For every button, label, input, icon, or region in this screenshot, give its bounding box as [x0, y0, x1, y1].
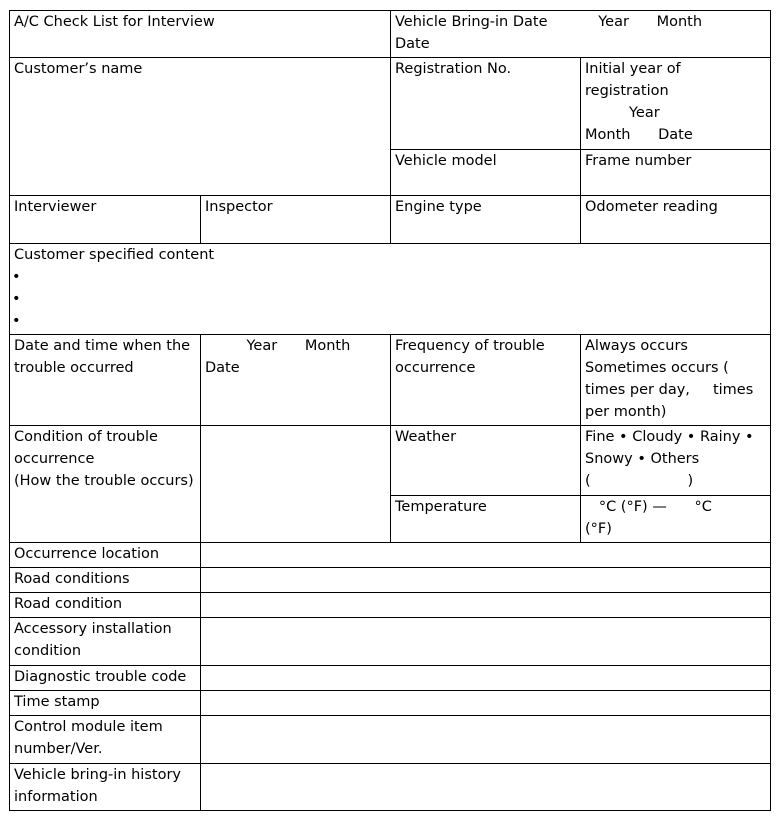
condition-label [10, 426, 201, 543]
frequency-label: Frequency of trouble occurrence [391, 335, 581, 426]
temperature-label: Temperature [391, 496, 581, 543]
road-conditions-label: Road conditions [10, 568, 201, 593]
road-condition-label: Road condition [10, 593, 201, 618]
customer-specified-content-label: Customer specified content [14, 247, 215, 263]
bring-in-date-label: Vehicle Bring-in Date [395, 14, 548, 30]
temperature-field[interactable] [581, 496, 771, 543]
form-title: A/C Check List for Interview [10, 11, 391, 58]
weather-options[interactable]: Fine • Cloudy • Rainy • Snowy • Others [585, 429, 754, 467]
condition-label-sub: (How the trouble occurs) [14, 473, 194, 489]
occurrence-location-label: Occurrence location [10, 543, 201, 568]
accessory-installation-label: Accessory installation condition [10, 618, 201, 666]
per-month-label: per month) [585, 404, 667, 420]
weather-open-paren: ( [585, 473, 591, 489]
initial-year-field[interactable] [581, 58, 771, 150]
times-per-day-label: times per day, [585, 382, 690, 398]
diagnostic-trouble-code-label: Diagnostic trouble code [10, 666, 201, 691]
accessory-installation-field[interactable] [201, 618, 771, 666]
time-stamp-field[interactable] [201, 691, 771, 716]
trouble-date-label: Date [205, 360, 240, 376]
bullet-item [12, 288, 767, 310]
frequency-options-field[interactable] [581, 335, 771, 426]
customer-specified-content-field[interactable] [10, 244, 771, 335]
vehicle-model-field[interactable]: Vehicle model [391, 150, 581, 196]
bullet-item [12, 266, 767, 288]
bullet-item [12, 310, 767, 332]
customer-name-field[interactable]: Customer’s name [10, 58, 391, 196]
interviewer-field[interactable]: Interviewer [10, 196, 201, 244]
weather-close-paren: ) [687, 473, 694, 489]
temperature-value: °C (°F) — [598, 499, 667, 515]
inspector-field[interactable]: Inspector [201, 196, 391, 244]
registration-no-field[interactable]: Registration No. [391, 58, 581, 150]
control-module-item-label: Control module item number/Ver. [10, 716, 201, 764]
diagnostic-trouble-code-field[interactable] [201, 666, 771, 691]
vehicle-bring-in-history-field[interactable] [201, 764, 771, 811]
time-stamp-label: Time stamp [10, 691, 201, 716]
trouble-year-label: Year [246, 338, 278, 354]
initial-year-month-label: Month [585, 127, 631, 143]
temperature-value-3: (°F) [585, 521, 612, 537]
date-time-trouble-label: Date and time when the trouble occurred [10, 335, 201, 426]
initial-year-label: Initial year of registration [585, 61, 681, 99]
control-module-item-field[interactable] [201, 716, 771, 764]
engine-type-field[interactable]: Engine type [391, 196, 581, 244]
road-condition-field[interactable] [201, 593, 771, 618]
ac-check-list-table [9, 10, 771, 811]
bring-in-year-label: Year [598, 14, 629, 30]
weather-options-field[interactable] [581, 426, 771, 496]
times-label: times [712, 382, 754, 398]
bring-in-month-label: Month [656, 14, 703, 30]
sometimes-occurs-option[interactable]: Sometimes occurs ( [585, 360, 729, 376]
always-occurs-option[interactable]: Always occurs [585, 338, 688, 354]
frame-number-field[interactable]: Frame number [581, 150, 771, 196]
initial-year-year-label: Year [629, 105, 660, 121]
condition-field[interactable] [201, 426, 391, 543]
condition-label-main: Condition of trouble occurrence [14, 429, 158, 467]
trouble-month-label: Month [304, 338, 351, 354]
road-conditions-field[interactable] [201, 568, 771, 593]
bring-in-date-day-label: Date [395, 36, 430, 52]
vehicle-bring-in-history-label: Vehicle bring-in history information [10, 764, 201, 811]
temperature-value-2: °C [694, 499, 712, 515]
odometer-reading-field[interactable]: Odometer reading [581, 196, 771, 244]
weather-label: Weather [391, 426, 581, 496]
bring-in-date-field[interactable] [391, 11, 771, 58]
occurrence-location-field[interactable] [201, 543, 771, 568]
trouble-date-field[interactable] [201, 335, 391, 426]
initial-year-date-label: Date [658, 127, 693, 143]
